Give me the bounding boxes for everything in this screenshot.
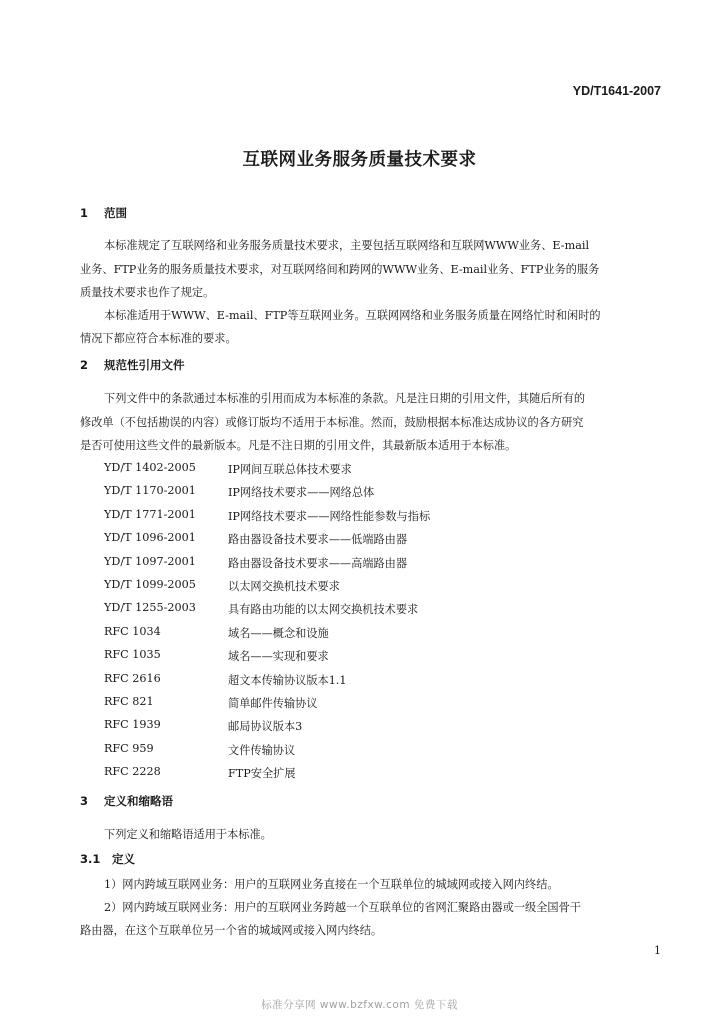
section-2-heading xyxy=(80,357,185,373)
sec1-line: 业务、FTP业务的服务质量技术要求，对互联网络间和跨网的WWW业务、E-mail业务、FTP业务的服务 xyxy=(80,263,600,276)
sec3-intro: 下列定义和缩略语适用于本标准。 xyxy=(104,828,272,841)
ref-title: IP网间互联总体技术要求 xyxy=(228,463,352,476)
section-1-heading xyxy=(80,205,127,221)
ref-code: YD/T 1255-2003 xyxy=(104,601,196,614)
section-3-heading xyxy=(80,793,173,809)
sec2-line: 修改单（不包括勘误的内容）或修订版均不适用于本标准。然而，鼓励根据本标准达成协议的各方研究 xyxy=(80,416,584,429)
ref-code: YD/T 1771-2001 xyxy=(104,508,196,521)
ref-title: IP网络技术要求——网络性能参数与指标 xyxy=(228,510,431,523)
ref-code: RFC 821 xyxy=(104,695,154,708)
sec3-line: 1）网内跨域互联网业务：用户的互联网业务直接在一个互联单位的城域网或接入网内终结。 xyxy=(104,878,559,891)
ref-title: IP网络技术要求——网络总体 xyxy=(228,486,375,499)
ref-code: RFC 1035 xyxy=(104,648,161,661)
ref-title: 路由器设备技术要求——高端路由器 xyxy=(228,557,408,570)
ref-title: 路由器设备技术要求——低端路由器 xyxy=(228,533,408,546)
subsection-3-1-number: 3.1 xyxy=(80,852,101,866)
ref-code: RFC 959 xyxy=(104,742,154,755)
ref-title: 文件传输协议 xyxy=(228,744,296,757)
ref-title: 简单邮件传输协议 xyxy=(228,697,318,710)
ref-title: 邮局协议版本3 xyxy=(228,720,303,733)
ref-code: RFC 2228 xyxy=(104,765,161,778)
ref-title: 域名——概念和设施 xyxy=(228,627,329,640)
page-number: 1 xyxy=(654,944,661,957)
sec2-line: 是否可使用这些文件的最新版本。凡是不注日期的引用文件，其最新版本适用于本标准。 xyxy=(80,439,517,452)
ref-code: YD/T 1096-2001 xyxy=(104,531,196,544)
subsection-3-1-heading xyxy=(80,851,135,867)
subsection-3-1-title: 定义 xyxy=(112,852,135,866)
ref-code: YD/T 1097-2001 xyxy=(104,555,196,568)
ref-title: FTP安全扩展 xyxy=(228,767,296,780)
ref-code: YD/T 1099-2005 xyxy=(104,578,196,591)
sec1-line: 质量技术要求也作了规定。 xyxy=(80,286,215,299)
ref-code: RFC 1939 xyxy=(104,718,161,731)
section-1-number: 1 xyxy=(80,206,89,220)
ref-code: RFC 1034 xyxy=(104,625,161,638)
sec3-line: 2）网内跨域互联网业务：用户的互联网业务跨越一个互联单位的省网汇聚路由器或一级全国骨干 xyxy=(104,901,581,914)
sec1-line: 情况下都应符合本标准的要求。 xyxy=(80,332,237,345)
ref-title: 域名——实现和要求 xyxy=(228,650,329,663)
sec3-line: 路由器，在这个互联单位另一个省的城域网或接入网内终结。 xyxy=(80,924,383,937)
section-3-title: 定义和缩略语 xyxy=(104,794,173,808)
ref-code: YD/T 1170-2001 xyxy=(104,484,196,497)
ref-title: 具有路由功能的以太网交换机技术要求 xyxy=(228,603,419,616)
sec1-line: 本标准适用于WWW、E-mail、FTP等互联网业务。互联网网络和业务服务质量在网络忙时和闲时的 xyxy=(104,309,601,322)
ref-code: YD/T 1402-2005 xyxy=(104,461,196,474)
ref-code: RFC 2616 xyxy=(104,672,161,685)
sec1-line: 本标准规定了互联网络和业务服务质量技术要求，主要包括互联网络和互联网WWW业务、E-mail xyxy=(104,239,590,252)
section-3-number: 3 xyxy=(80,794,89,808)
section-2-title: 规范性引用文件 xyxy=(104,358,185,372)
section-1-title: 范围 xyxy=(104,206,127,220)
ref-title: 超文本传输协议版本1.1 xyxy=(228,674,347,687)
footer-watermark: 标准分享网 www.bzfxw.com 免费下载 xyxy=(261,999,458,1011)
document-title: 互联网业务服务质量技术要求 xyxy=(242,150,477,170)
sec2-line: 下列文件中的条款通过本标准的引用而成为本标准的条款。凡是注日期的引用文件，其随后所有的 xyxy=(104,392,586,405)
ref-title: 以太网交换机技术要求 xyxy=(228,580,340,593)
section-2-number: 2 xyxy=(80,358,89,372)
standard-code: YD/T1641-2007 xyxy=(572,84,661,98)
